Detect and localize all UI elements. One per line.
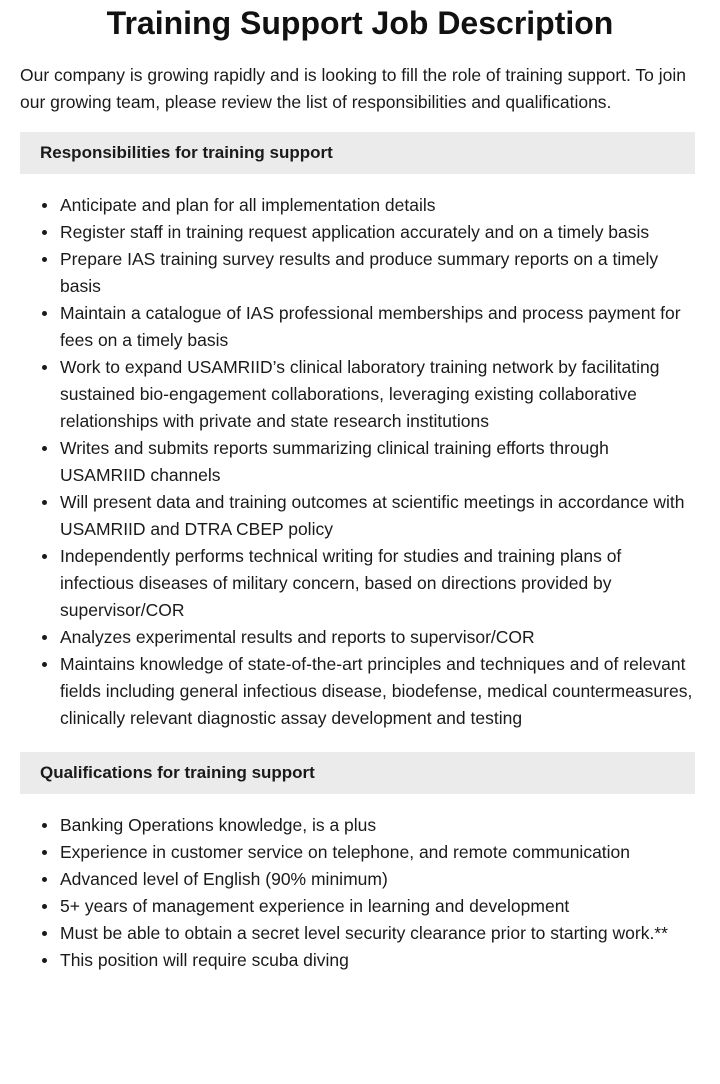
qualifications-heading: Qualifications for training support bbox=[20, 752, 695, 794]
list-item: Independently performs technical writing for studies and training plans of infectious diseases of military concern, based on directions provided by supervisor/COR bbox=[60, 543, 695, 624]
list-item: 5+ years of management experience in learning and development bbox=[60, 893, 695, 920]
list-item: Must be able to obtain a secret level security clearance prior to starting work.** bbox=[60, 920, 695, 947]
list-item: Banking Operations knowledge, is a plus bbox=[60, 812, 695, 839]
list-item: Anticipate and plan for all implementation details bbox=[60, 192, 695, 219]
list-item: Analyzes experimental results and reports to supervisor/COR bbox=[60, 624, 695, 651]
list-item: Work to expand USAMRIID’s clinical laboratory training network by facilitating sustained bio-engagement collaborations, leveraging existing collaborative relationships with private and state research institutions bbox=[60, 354, 695, 435]
list-item: Prepare IAS training survey results and produce summary reports on a timely basis bbox=[60, 246, 695, 300]
qualifications-list bbox=[20, 812, 695, 974]
intro-paragraph: Our company is growing rapidly and is looking to fill the role of training support. To join our growing team, please review the list of responsibilities and qualifications. bbox=[20, 65, 686, 112]
responsibilities-heading: Responsibilities for training support bbox=[20, 132, 695, 174]
list-item: Register staff in training request application accurately and on a timely basis bbox=[60, 219, 695, 246]
list-item: Will present data and training outcomes at scientific meetings in accordance with USAMRIID and DTRA CBEP policy bbox=[60, 489, 695, 543]
list-item: Maintain a catalogue of IAS professional memberships and process payment for fees on a timely basis bbox=[60, 300, 695, 354]
list-item: Experience in customer service on telephone, and remote communication bbox=[60, 839, 695, 866]
list-item: Advanced level of English (90% minimum) bbox=[60, 866, 695, 893]
list-item: This position will require scuba diving bbox=[60, 947, 695, 974]
list-item: Maintains knowledge of state-of-the-art principles and techniques and of relevant fields including general infectious disease, biodefense, medical countermeasures, clinically relevant diagnostic assay development and testing bbox=[60, 651, 695, 732]
responsibilities-list bbox=[20, 192, 695, 732]
list-item: Writes and submits reports summarizing clinical training efforts through USAMRIID channels bbox=[60, 435, 695, 489]
page-title: Training Support Job Description bbox=[106, 5, 614, 41]
